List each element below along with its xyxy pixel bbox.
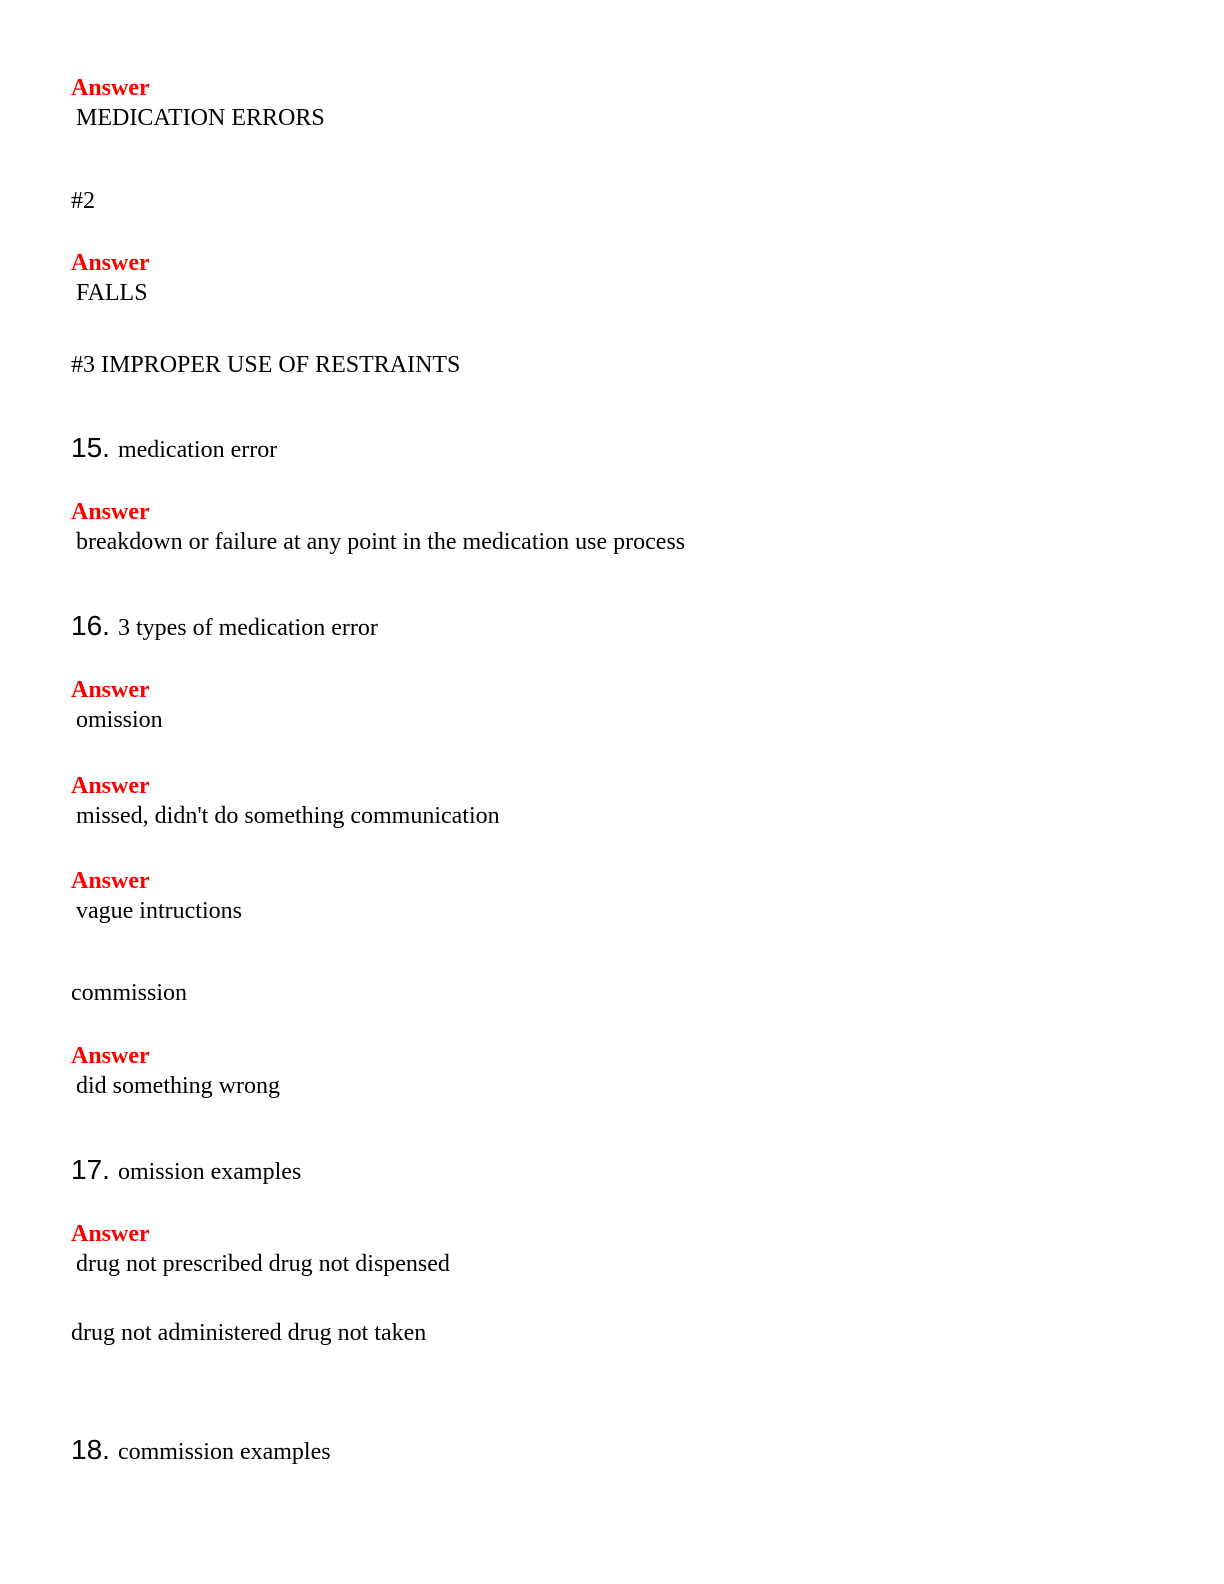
question-18 (71, 1434, 331, 1468)
answer-block (71, 771, 500, 831)
answer-block (71, 248, 150, 308)
answer-text: omission (76, 707, 163, 733)
question-number: 18. (71, 1434, 110, 1465)
question-16 (71, 610, 378, 644)
paragraph: #2 (71, 188, 95, 214)
question-text: commission examples (117, 1439, 331, 1465)
question-17 (71, 1154, 301, 1188)
answer-text: breakdown or failure at any point in the medication use process (76, 529, 686, 555)
question-15 (71, 432, 277, 466)
answer-block (71, 497, 685, 557)
answer-label: Answer (71, 1221, 150, 1247)
answer-text: FALLS (76, 280, 148, 306)
answer-text: vague intructions (76, 898, 242, 924)
question-number: 16. (71, 610, 110, 641)
answer-text: did something wrong (76, 1073, 280, 1099)
answer-label: Answer (71, 250, 150, 276)
answer-label: Answer (71, 75, 150, 101)
answer-block (71, 1219, 450, 1279)
answer-label: Answer (71, 499, 150, 525)
answer-block (71, 73, 325, 133)
answer-text: missed, didn't do something communication (76, 803, 500, 829)
question-text: 3 types of medication error (117, 615, 378, 641)
question-text: medication error (117, 437, 278, 463)
answer-block (71, 1041, 280, 1101)
answer-label: Answer (71, 868, 150, 894)
answer-text: MEDICATION ERRORS (76, 105, 325, 131)
paragraph: drug not administered drug not taken (71, 1320, 427, 1346)
paragraph: commission (71, 980, 188, 1006)
answer-block (71, 675, 163, 735)
question-number: 15. (71, 432, 110, 463)
answer-block (71, 866, 242, 926)
answer-text: drug not prescribed drug not dispensed (76, 1251, 450, 1277)
answer-label: Answer (71, 1043, 150, 1069)
answer-label: Answer (71, 677, 150, 703)
paragraph: #3 IMPROPER USE OF RESTRAINTS (71, 352, 461, 378)
question-text: omission examples (117, 1159, 302, 1185)
question-number: 17. (71, 1154, 110, 1185)
answer-label: Answer (71, 773, 150, 799)
